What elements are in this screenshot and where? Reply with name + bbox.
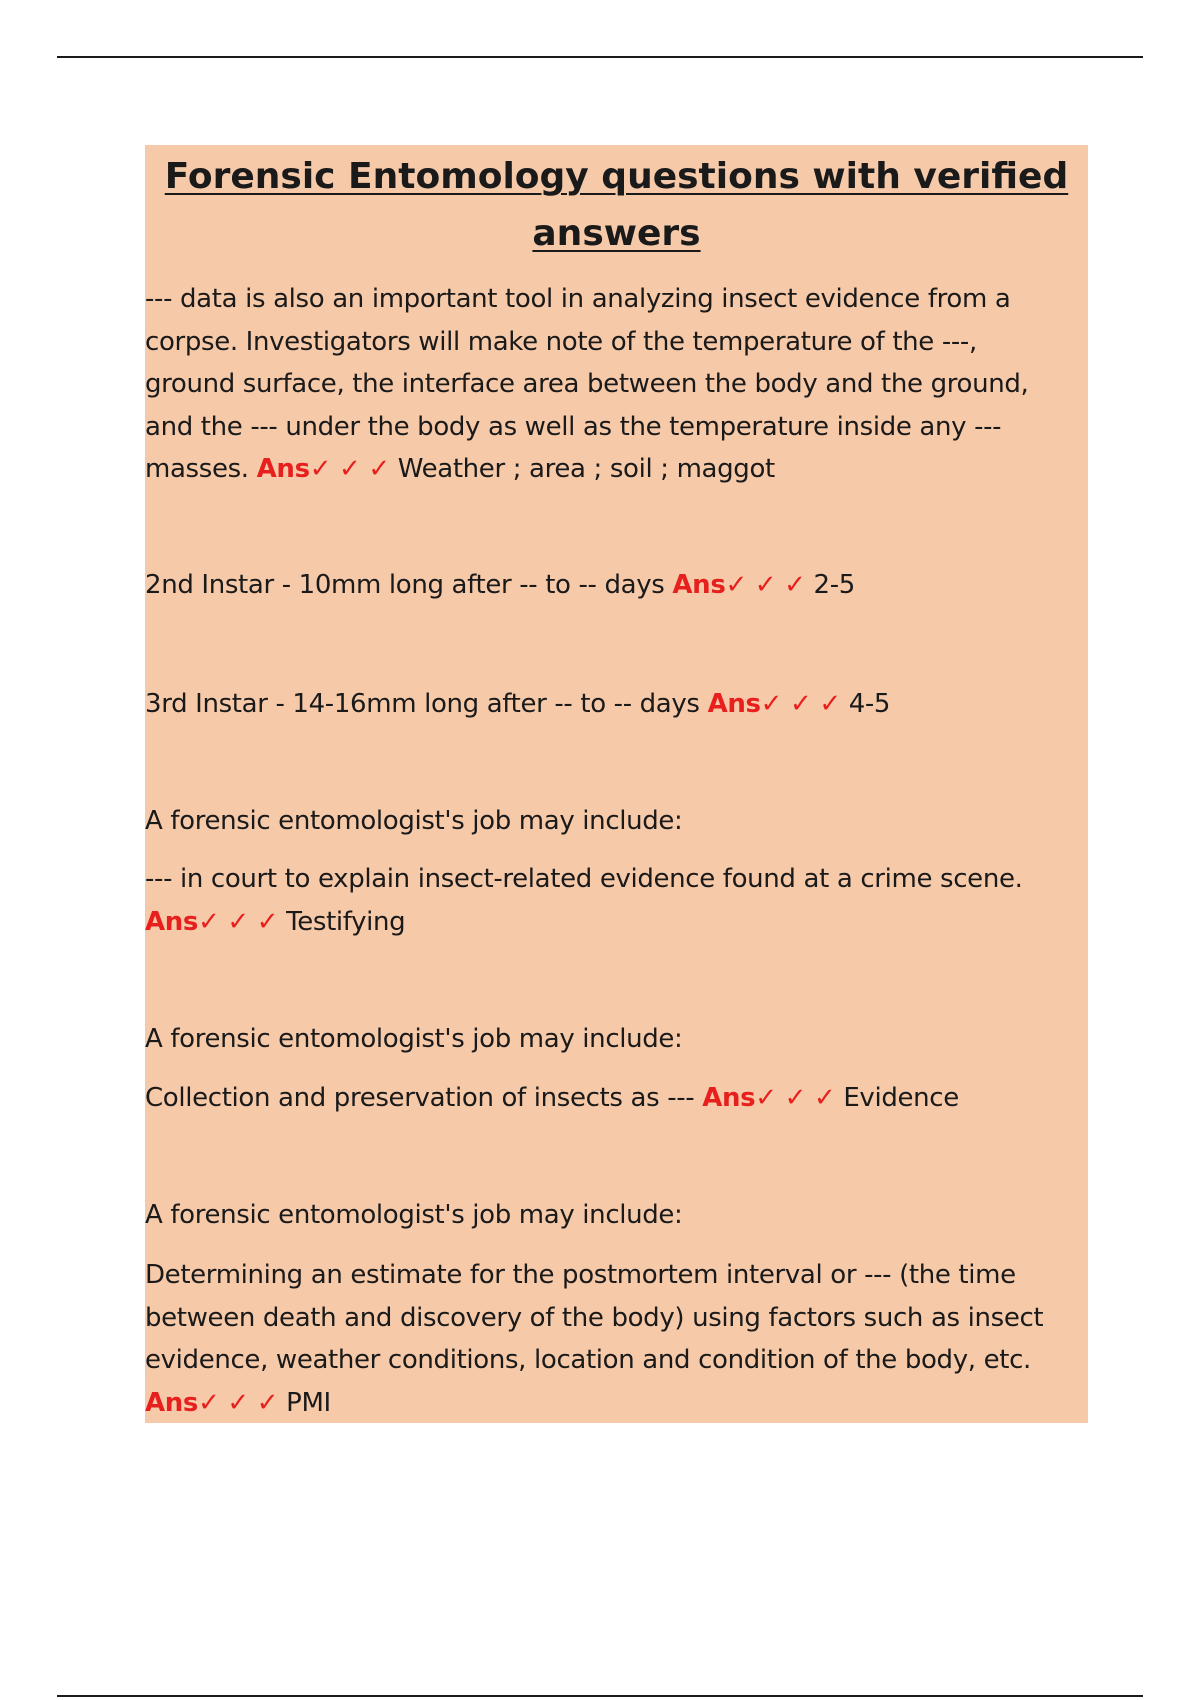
- question-line: corpse. Investigators will make note of the temperature of the ---,: [145, 326, 977, 357]
- question-line: --- data is also an important tool in analyzing insect evidence from a: [145, 284, 1011, 314]
- check-mark-icon: ✓ ✓ ✓: [309, 454, 390, 484]
- question-line: ground surface, the interface area between the body and the ground,: [145, 369, 1029, 399]
- question-line: evidence, weather conditions, location and condition of the body, etc.: [145, 1345, 1031, 1375]
- check-mark-icon: ✓ ✓ ✓: [198, 906, 279, 937]
- question-line: --- in court to explain insect-related evidence found at a crime scene.: [145, 864, 1023, 894]
- answer-marker: Ans: [256, 454, 310, 484]
- question-prompt: A forensic entomologist's job may include:: [145, 1024, 683, 1054]
- qa-item-6: [145, 1254, 1088, 1424]
- answer-marker: Ans: [702, 1083, 756, 1113]
- answer-marker: Ans: [672, 570, 726, 600]
- footer-rule: [57, 1695, 1143, 1697]
- question-line: Determining an estimate for the postmortem interval or --- (the time: [145, 1260, 1016, 1290]
- qa-item-5: [145, 1077, 1088, 1120]
- qa-item-4: [145, 858, 1088, 943]
- answer-text: Testifying: [286, 906, 406, 937]
- question-line: and the --- under the body as well as the temperature inside any ---: [145, 411, 1002, 442]
- question-line: between death and discovery of the body) using factors such as insect: [145, 1302, 1044, 1333]
- question-line: Collection and preservation of insects as ---: [145, 1083, 695, 1113]
- document-title: [145, 148, 1088, 262]
- answer-marker: Ans: [145, 906, 199, 937]
- question-line: masses.: [145, 454, 249, 484]
- check-mark-icon: ✓ ✓ ✓: [198, 1387, 279, 1418]
- question-prompt: A forensic entomologist's job may include:: [145, 1200, 683, 1230]
- qa-item-2: [145, 564, 1088, 607]
- qa-item-1: [145, 278, 1088, 491]
- question-line: 3rd Instar - 14-16mm long after -- to -- days: [145, 689, 700, 719]
- title-line-1: Forensic Entomology questions with verified: [164, 156, 1069, 197]
- qa-item-6-prompt: [145, 1194, 1088, 1237]
- answer-text: PMI: [286, 1387, 331, 1418]
- check-mark-icon: ✓ ✓ ✓: [755, 1083, 836, 1113]
- qa-item-3: [145, 683, 1088, 726]
- qa-item-4-prompt: [145, 800, 1088, 843]
- answer-text: Weather ; area ; soil ; maggot: [397, 454, 775, 484]
- check-mark-icon: ✓ ✓ ✓: [760, 689, 841, 719]
- answer-marker: Ans: [145, 1387, 199, 1418]
- check-mark-icon: ✓ ✓ ✓: [725, 570, 806, 600]
- question-line: 2nd Instar - 10mm long after -- to -- days: [145, 570, 665, 600]
- qa-item-5-prompt: [145, 1018, 1088, 1061]
- header-rule: [57, 56, 1143, 58]
- answer-text: 2-5: [813, 570, 855, 600]
- answer-marker: Ans: [707, 689, 761, 719]
- answer-text: 4-5: [848, 689, 891, 719]
- answer-text: Evidence: [843, 1083, 959, 1113]
- title-line-2: answers: [532, 213, 701, 254]
- question-prompt: A forensic entomologist's job may include:: [145, 806, 683, 836]
